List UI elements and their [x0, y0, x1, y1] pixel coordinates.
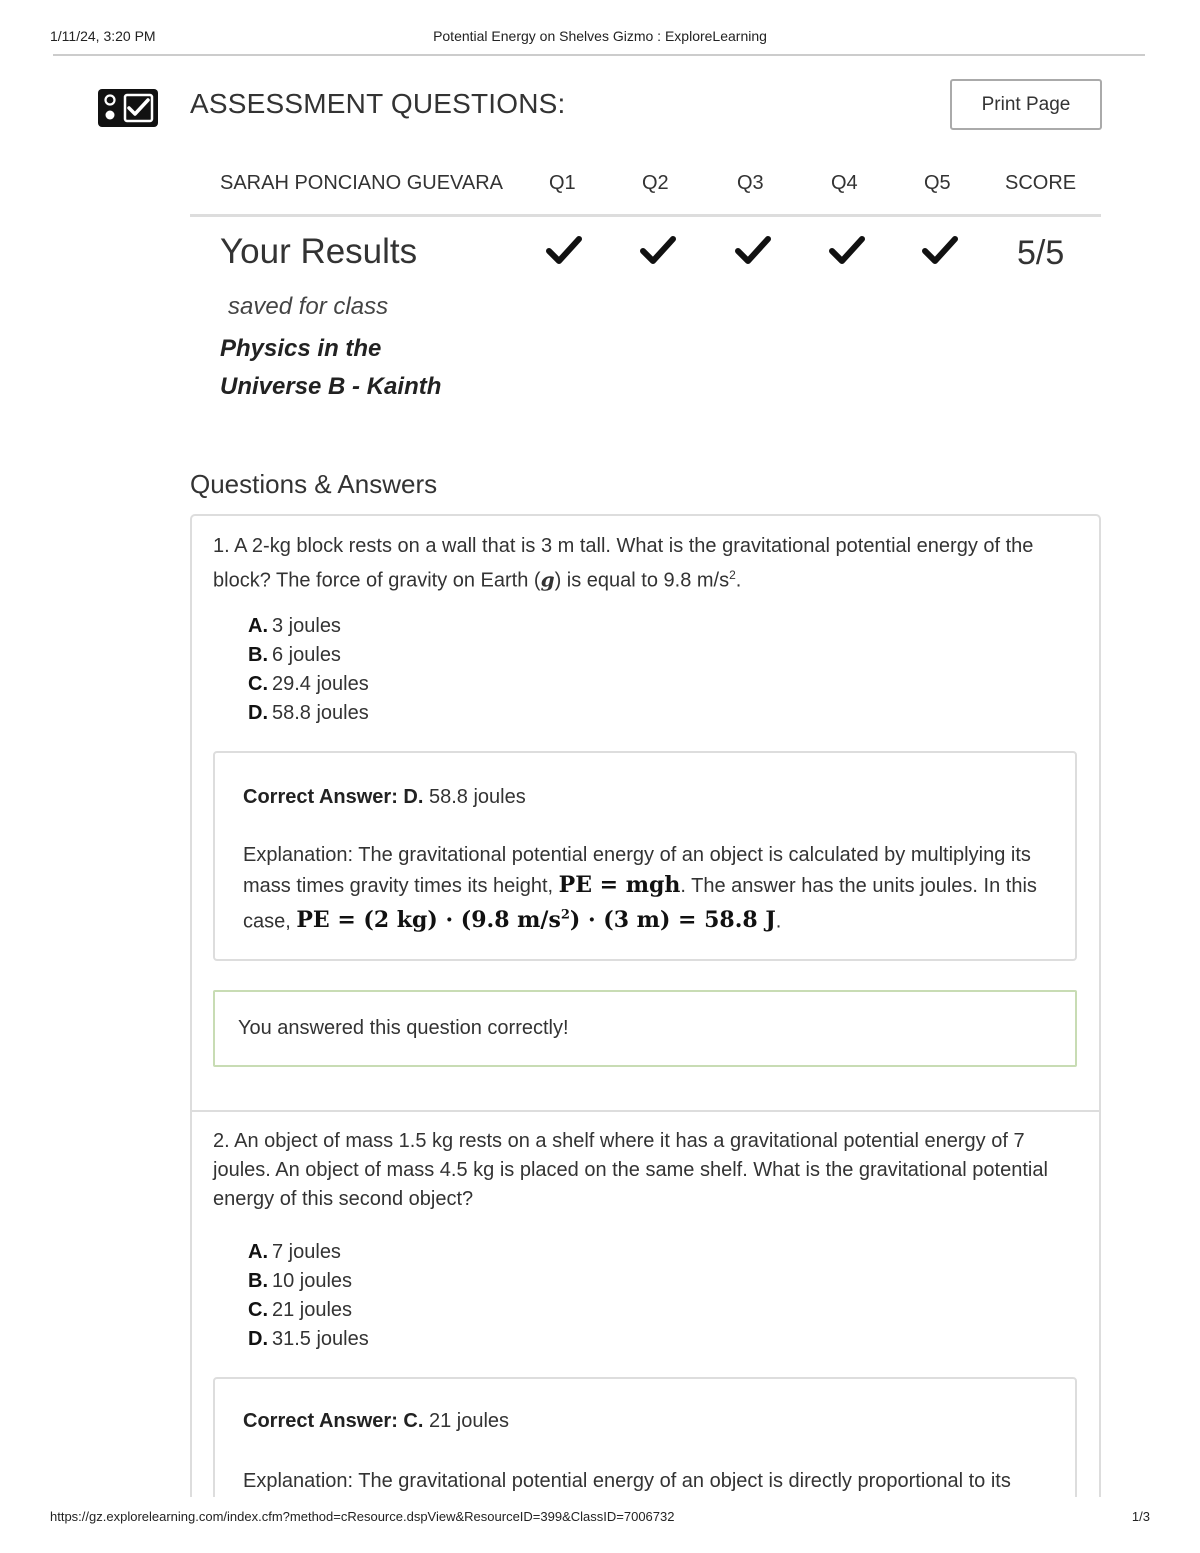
question-1-explanation: Explanation: The gravitational potential energy of an object is calculated by multiplying its mass times gravity times its height, PE = mgh. The answer has the units joules. In this case, PE = (2 kg) · (9.8 $m/s^2) \cdot (3$ m) = 58.8 J.	[243, 844, 1037, 934]
gravity-variable: g	[540, 567, 555, 592]
results-row-label: Your Results	[220, 232, 418, 271]
q3-correct-check-icon	[735, 234, 771, 266]
formula-pe-mgh: PE = mgh	[558, 872, 681, 898]
question-1-text: 1. A 2-kg block rests on a wall that is 3 m tall. What is the gravitational potential energy of the block? The force of gravity on Earth (g) is equal to 9.8 $m/s^2$.	[213, 535, 1034, 592]
question-1-feedback	[213, 990, 1077, 1067]
page-bottom-margin	[0, 1497, 1200, 1553]
q4-correct-check-icon	[829, 234, 865, 266]
formula-pe-calculation: PE = (2 kg) · (9.8 $m/s^2) \cdot (3$ m) = 58.8 J	[296, 907, 776, 934]
correct-answer-line: Correct Answer: C. 21 joules	[243, 1410, 510, 1432]
question-2-text: 2. An object of mass 1.5 kg rests on a shelf where it has a gravitational potential energy of 7 joules. An object of mass 4.5 kg is placed on the same shelf. What is the gravitational potential energy of this second object?	[213, 1130, 1048, 1210]
question-1-answer-box	[213, 751, 1077, 961]
results-divider	[190, 214, 1101, 217]
choice-item: D. 31.5 joules	[248, 1328, 369, 1350]
page-title: ASSESSMENT QUESTIONS:	[190, 88, 566, 119]
class-name-line-1: Physics in the	[220, 335, 382, 362]
q1-correct-check-icon	[546, 234, 582, 266]
column-header-q4: Q4	[831, 172, 858, 194]
column-header-q1: Q1	[549, 172, 576, 194]
feedback-text: You answered this question correctly!	[238, 1017, 569, 1039]
choice-item: A. 3 joules	[248, 615, 341, 637]
choice-item: B. 6 joules	[248, 644, 341, 666]
choice-item: C. 29.4 joules	[248, 673, 369, 695]
correct-answer-line: Correct Answer: D. 58.8 joules	[243, 786, 526, 808]
print-page-title: Potential Energy on Shelves Gizmo : ExploreLearning	[433, 28, 767, 44]
assessment-checklist-icon	[98, 89, 158, 127]
print-url: https://gz.explorelearning.com/index.cfm?method=cResource.dspView&ResourceID=399&ClassID=7006732	[50, 1509, 675, 1524]
print-datetime: 1/11/24, 3:20 PM	[50, 28, 156, 44]
column-header-q5: Q5	[924, 172, 951, 194]
q2-correct-check-icon	[640, 234, 676, 266]
header-divider	[53, 54, 1145, 56]
class-name-line-2: Universe B - Kainth	[220, 373, 442, 400]
question-divider	[190, 1110, 1101, 1112]
saved-for-label: saved for class	[228, 293, 389, 320]
column-header-q3: Q3	[737, 172, 764, 194]
column-header-score: SCORE	[1005, 172, 1077, 194]
question-2-choices	[248, 1238, 369, 1354]
score-value: 5/5	[1017, 234, 1065, 272]
student-name: SARAH PONCIANO GUEVARA	[220, 172, 504, 194]
print-footer	[50, 1509, 1150, 1524]
print-header	[50, 28, 1150, 48]
question-2-explanation: Explanation: The gravitational potential energy of an object is directly proportional to its	[243, 1470, 1011, 1492]
print-page-number: 1/3	[1131, 1509, 1150, 1524]
q5-correct-check-icon	[922, 234, 958, 266]
column-header-q2: Q2	[642, 172, 669, 194]
question-1-choices	[248, 612, 369, 728]
choice-item: D. 58.8 joules	[248, 702, 369, 724]
class-name	[220, 330, 480, 406]
choice-item: B. 10 joules	[248, 1270, 353, 1292]
print-page-button[interactable]: Print Page	[950, 79, 1102, 130]
choice-item: A. 7 joules	[248, 1241, 341, 1263]
choice-item: C. 21 joules	[248, 1299, 353, 1321]
qa-heading: Questions & Answers	[190, 469, 438, 499]
